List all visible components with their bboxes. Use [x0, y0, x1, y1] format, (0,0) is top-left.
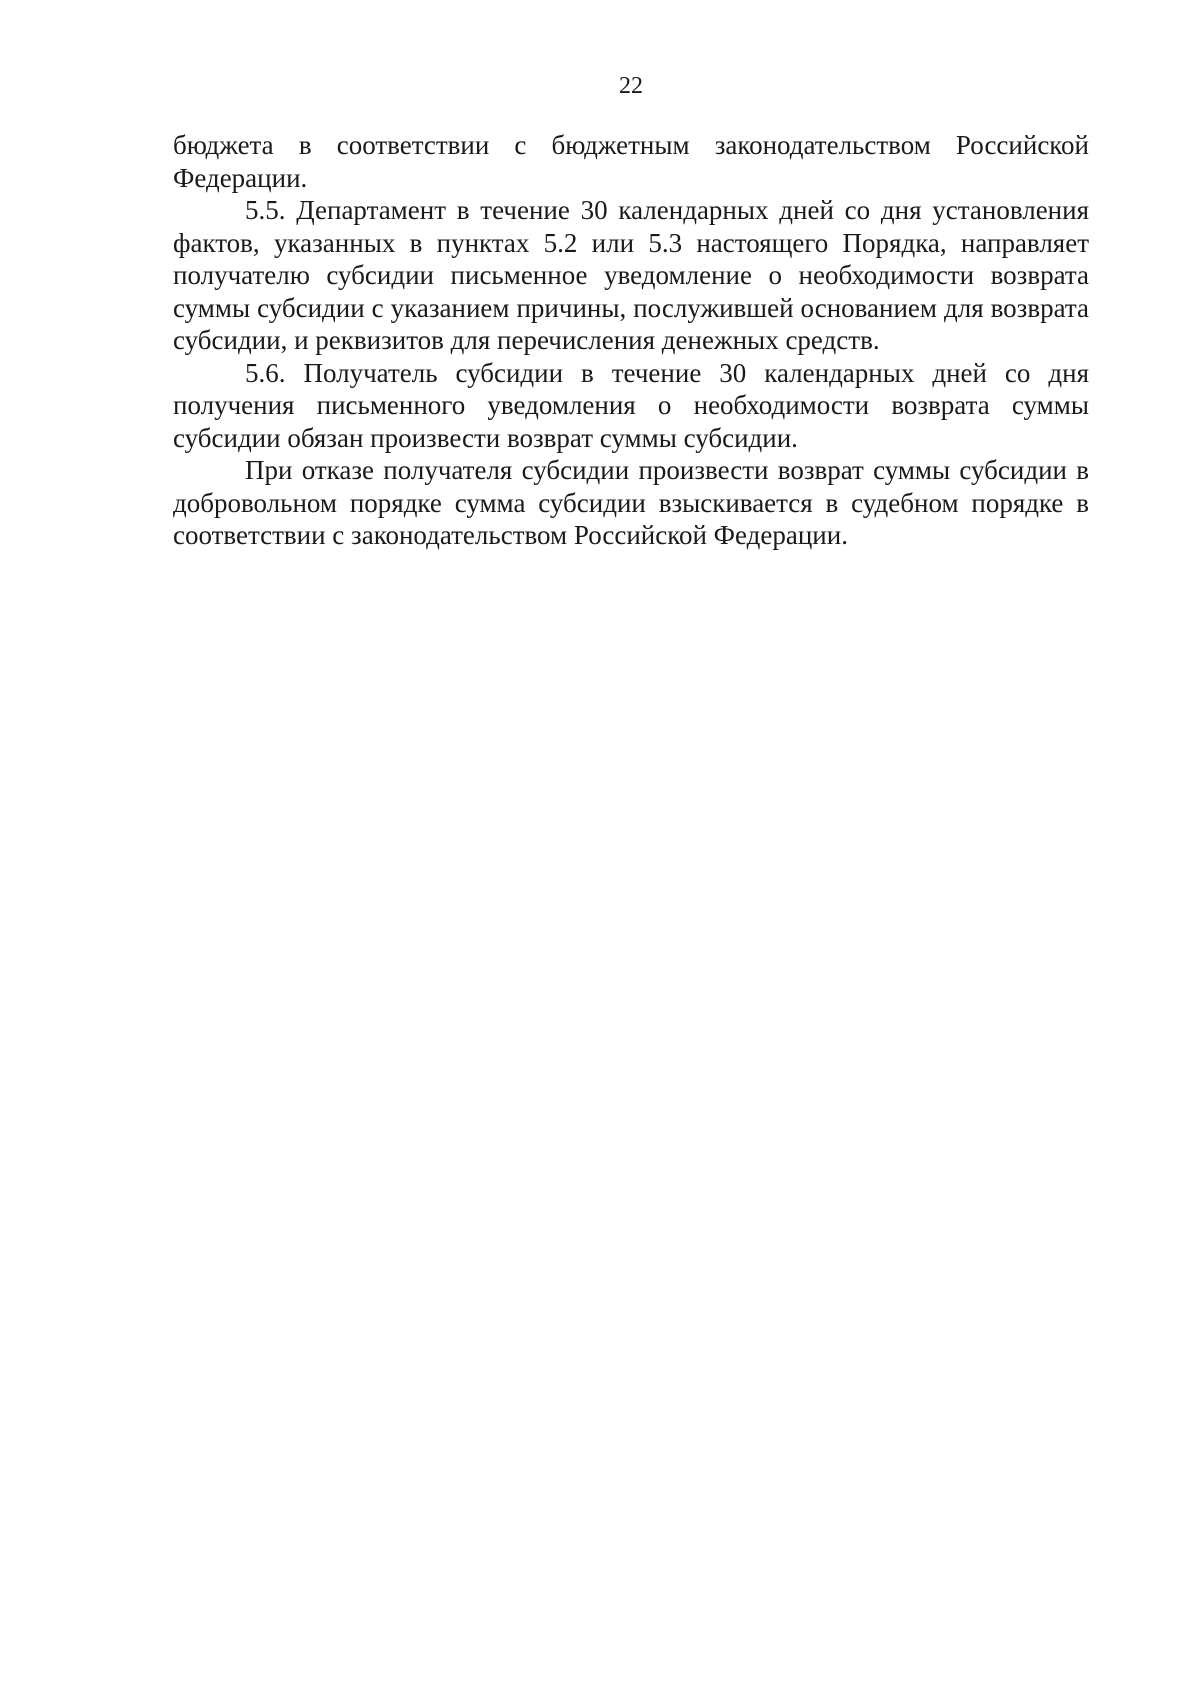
paragraph-5-5: 5.5. Департамент в течение 30 календарных дней со дня установления фактов, указанных в пунктах 5.2 или 5.3 настоящего Порядка, направляет получателю субсидии письменное уведомление о необходимости возврата суммы субсидии с указанием причины, послужившей основанием для возврата субсидии, и реквизитов для перечисления денежных средств.	[173, 195, 1089, 355]
paragraph-continuation: бюджета в соответствии с бюджетным законодательством Российской Федерации.	[173, 130, 1089, 193]
page-number: 22	[619, 73, 643, 99]
document-body	[173, 129, 1089, 552]
paragraph-refusal: При отказе получателя субсидии произвести возврат суммы субсидии в добровольном порядке сумма субсидии взыскивается в судебном порядке в соответствии с законодательством Российской Федерации.	[173, 455, 1089, 550]
paragraph-5-6: 5.6. Получатель субсидии в течение 30 календарных дней со дня получения письменного уведомления о необходимости возврата суммы субсидии обязан произвести возврат суммы субсидии.	[173, 357, 1089, 453]
